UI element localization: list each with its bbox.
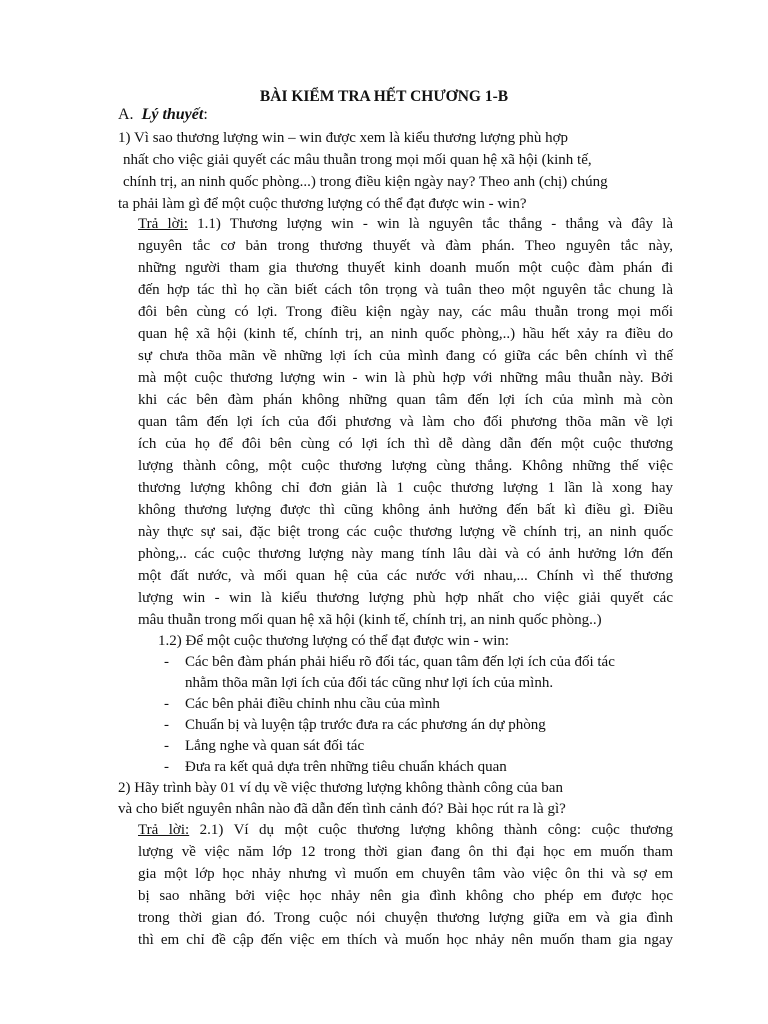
bullet-text: Các bên phải điều chỉnh nhu cầu của mình bbox=[185, 696, 440, 712]
section-label: Lý thuyết bbox=[141, 106, 204, 123]
answer-2-line: bị sao nhãng bởi việc học nhảy nên gia đình không cho phép em được học bbox=[138, 888, 673, 904]
bullet-text: Đưa ra kết quả dựa trên những tiêu chuẩn khách quan bbox=[185, 759, 507, 775]
answer-1-line: thương lượng không chỉ đơn giản là 1 cuộc thương lượng 1 lần là xong hay bbox=[138, 480, 673, 496]
answer-1-line: lượng win - win là kiểu thương lượng phù hợp nhất cho việc giải quyết các bbox=[138, 590, 673, 606]
answer-1-line: không thương lượng được thì cũng không ảnh hưởng đến bất kì điều gì. Điều bbox=[138, 502, 673, 518]
question-1-line: nhất cho việc giải quyết các mâu thuẫn trong mọi mối quan hệ xã hội (kinh tế, bbox=[123, 152, 592, 168]
answer-1-first-line bbox=[138, 213, 673, 235]
answer-1-line: những người tham gia thương thuyết kinh doanh muốn một cuộc đàm phán đi bbox=[138, 260, 673, 276]
answer-2-first-line bbox=[138, 819, 673, 841]
document-title: BÀI KIỂM TRA HẾT CHƯƠNG 1-B bbox=[259, 88, 509, 105]
answer-label: Trả lời: bbox=[138, 822, 190, 838]
section-a-heading bbox=[118, 106, 208, 124]
bullet-dash: - bbox=[164, 654, 169, 670]
answer-2-line: thì em chỉ đề cập đến việc em thích và muốn học nhảy nên muốn tham gia ngay bbox=[138, 932, 673, 948]
answer-1-line: ích của họ để đôi bên cùng có lợi ích thì dễ dàng dẫn đến một cuộc thương bbox=[138, 436, 673, 452]
answer-1-line: sự chưa thõa mãn về những lợi ích của mình đang có giữa các bên chính vì thế bbox=[138, 348, 673, 364]
answer-1-line: khi các bên đàm phán không những quan tâm đến lợi ích của mình mà còn bbox=[138, 392, 673, 408]
section-colon: : bbox=[203, 106, 208, 123]
bullet-dash: - bbox=[164, 717, 169, 733]
answer-1-first-text: 1.1) Thương lượng win - win là nguyên tắc thắng - thắng và đây là bbox=[197, 216, 673, 232]
question-1-line: 1) Vì sao thương lượng win – win được xem là kiểu thương lượng phù hợp bbox=[118, 130, 569, 146]
bullet-text: Các bên đàm phán phải hiểu rõ đối tác, quan tâm đến lợi ích của đối tác bbox=[185, 654, 615, 670]
bullet-dash: - bbox=[164, 696, 169, 712]
bullet-text: Chuẩn bị và luyện tập trước đưa ra các phương án dự phòng bbox=[185, 717, 546, 733]
bullet-dash: - bbox=[164, 759, 169, 775]
answer-1-line: lượng thành công, một cuộc thương lượng cùng thắng. Không những thế việc bbox=[138, 458, 673, 474]
answer-1-line: quan hệ xã hội (kinh tế, chính trị, an ninh quốc phòng,..) hầu hết xảy ra điều do bbox=[138, 326, 673, 342]
answer-1-line: đến hợp tác thì họ cần biết cách tôn trọng và tuân theo một nguyên tắc chung là bbox=[138, 282, 673, 298]
question-2-line: 2) Hãy trình bày 01 ví dụ về việc thương lượng không thành công của ban bbox=[118, 780, 563, 796]
answer-1-last-line: mâu thuẫn trong mối quan hệ xã hội (kinh tế, chính trị, an ninh quốc phòng..) bbox=[138, 612, 602, 628]
answer-1-2-heading: 1.2) Để một cuộc thương lượng có thể đạt được win - win: bbox=[158, 633, 510, 649]
answer-1-line: mà một cuộc thương lượng win - win là phù hợp với những mâu thuẫn này. Bởi bbox=[138, 370, 673, 386]
answer-1-line: nguyên tắc cơ bản trong thương thuyết và đàm phán. Theo nguyên tắc này, bbox=[138, 238, 673, 254]
answer-label: Trả lời: bbox=[138, 216, 188, 232]
question-2-line: và cho biết nguyên nhân nào đã dẫn đến tình cảnh đó? Bài học rút ra là gì? bbox=[118, 801, 566, 817]
question-1-line: chính trị, an ninh quốc phòng...) trong điều kiện ngày nay? Theo anh (chị) chúng bbox=[123, 174, 608, 190]
answer-1-line: đôi bên cùng có lợi. Trong điều kiện ngày nay, các mâu thuẫn trong mọi mối bbox=[138, 304, 673, 320]
bullet-continuation: nhằm thõa mãn lợi ích của đối tác cũng như lợi ích của mình. bbox=[185, 675, 554, 691]
question-1-line: ta phải làm gì để một cuộc thương lượng có thể đạt được win - win? bbox=[118, 196, 527, 212]
bullet-text: Lắng nghe và quan sát đối tác bbox=[185, 738, 365, 754]
answer-1-line: một đất nước, và mối quan hệ của các nước với nhau,... Chính vì thế thương bbox=[138, 568, 673, 584]
answer-1-line: này thực sự sai, đặc biệt trong các cuộc thương lượng về chính trị, an ninh quốc bbox=[138, 524, 673, 540]
answer-2-line: gia một lớp học nhảy nhưng vì muốn em chuyên tâm vào việc ôn thi và sợ em bbox=[138, 866, 673, 882]
answer-2-line: trong thời gian đó. Trong cuộc nói chuyện thương lượng giữa em và gia đình bbox=[138, 910, 673, 926]
section-prefix: A. bbox=[118, 106, 134, 123]
answer-1-line: phòng,.. các cuộc thương lượng này mang tính lâu dài và có ảnh hưởng lớn đến bbox=[138, 546, 673, 562]
answer-2-first-text: 2.1) Ví dụ một cuộc thương lượng không thành công: cuộc thương bbox=[199, 822, 673, 838]
answer-2-line: lượng về việc năm lớp 12 trong thời gian đang ôn thi đại học em muốn tham bbox=[138, 844, 673, 860]
answer-1-line: quan tâm đến lợi ích của đối phương và làm cho đối phương thõa mãn về lợi bbox=[138, 414, 673, 430]
bullet-dash: - bbox=[164, 738, 169, 754]
